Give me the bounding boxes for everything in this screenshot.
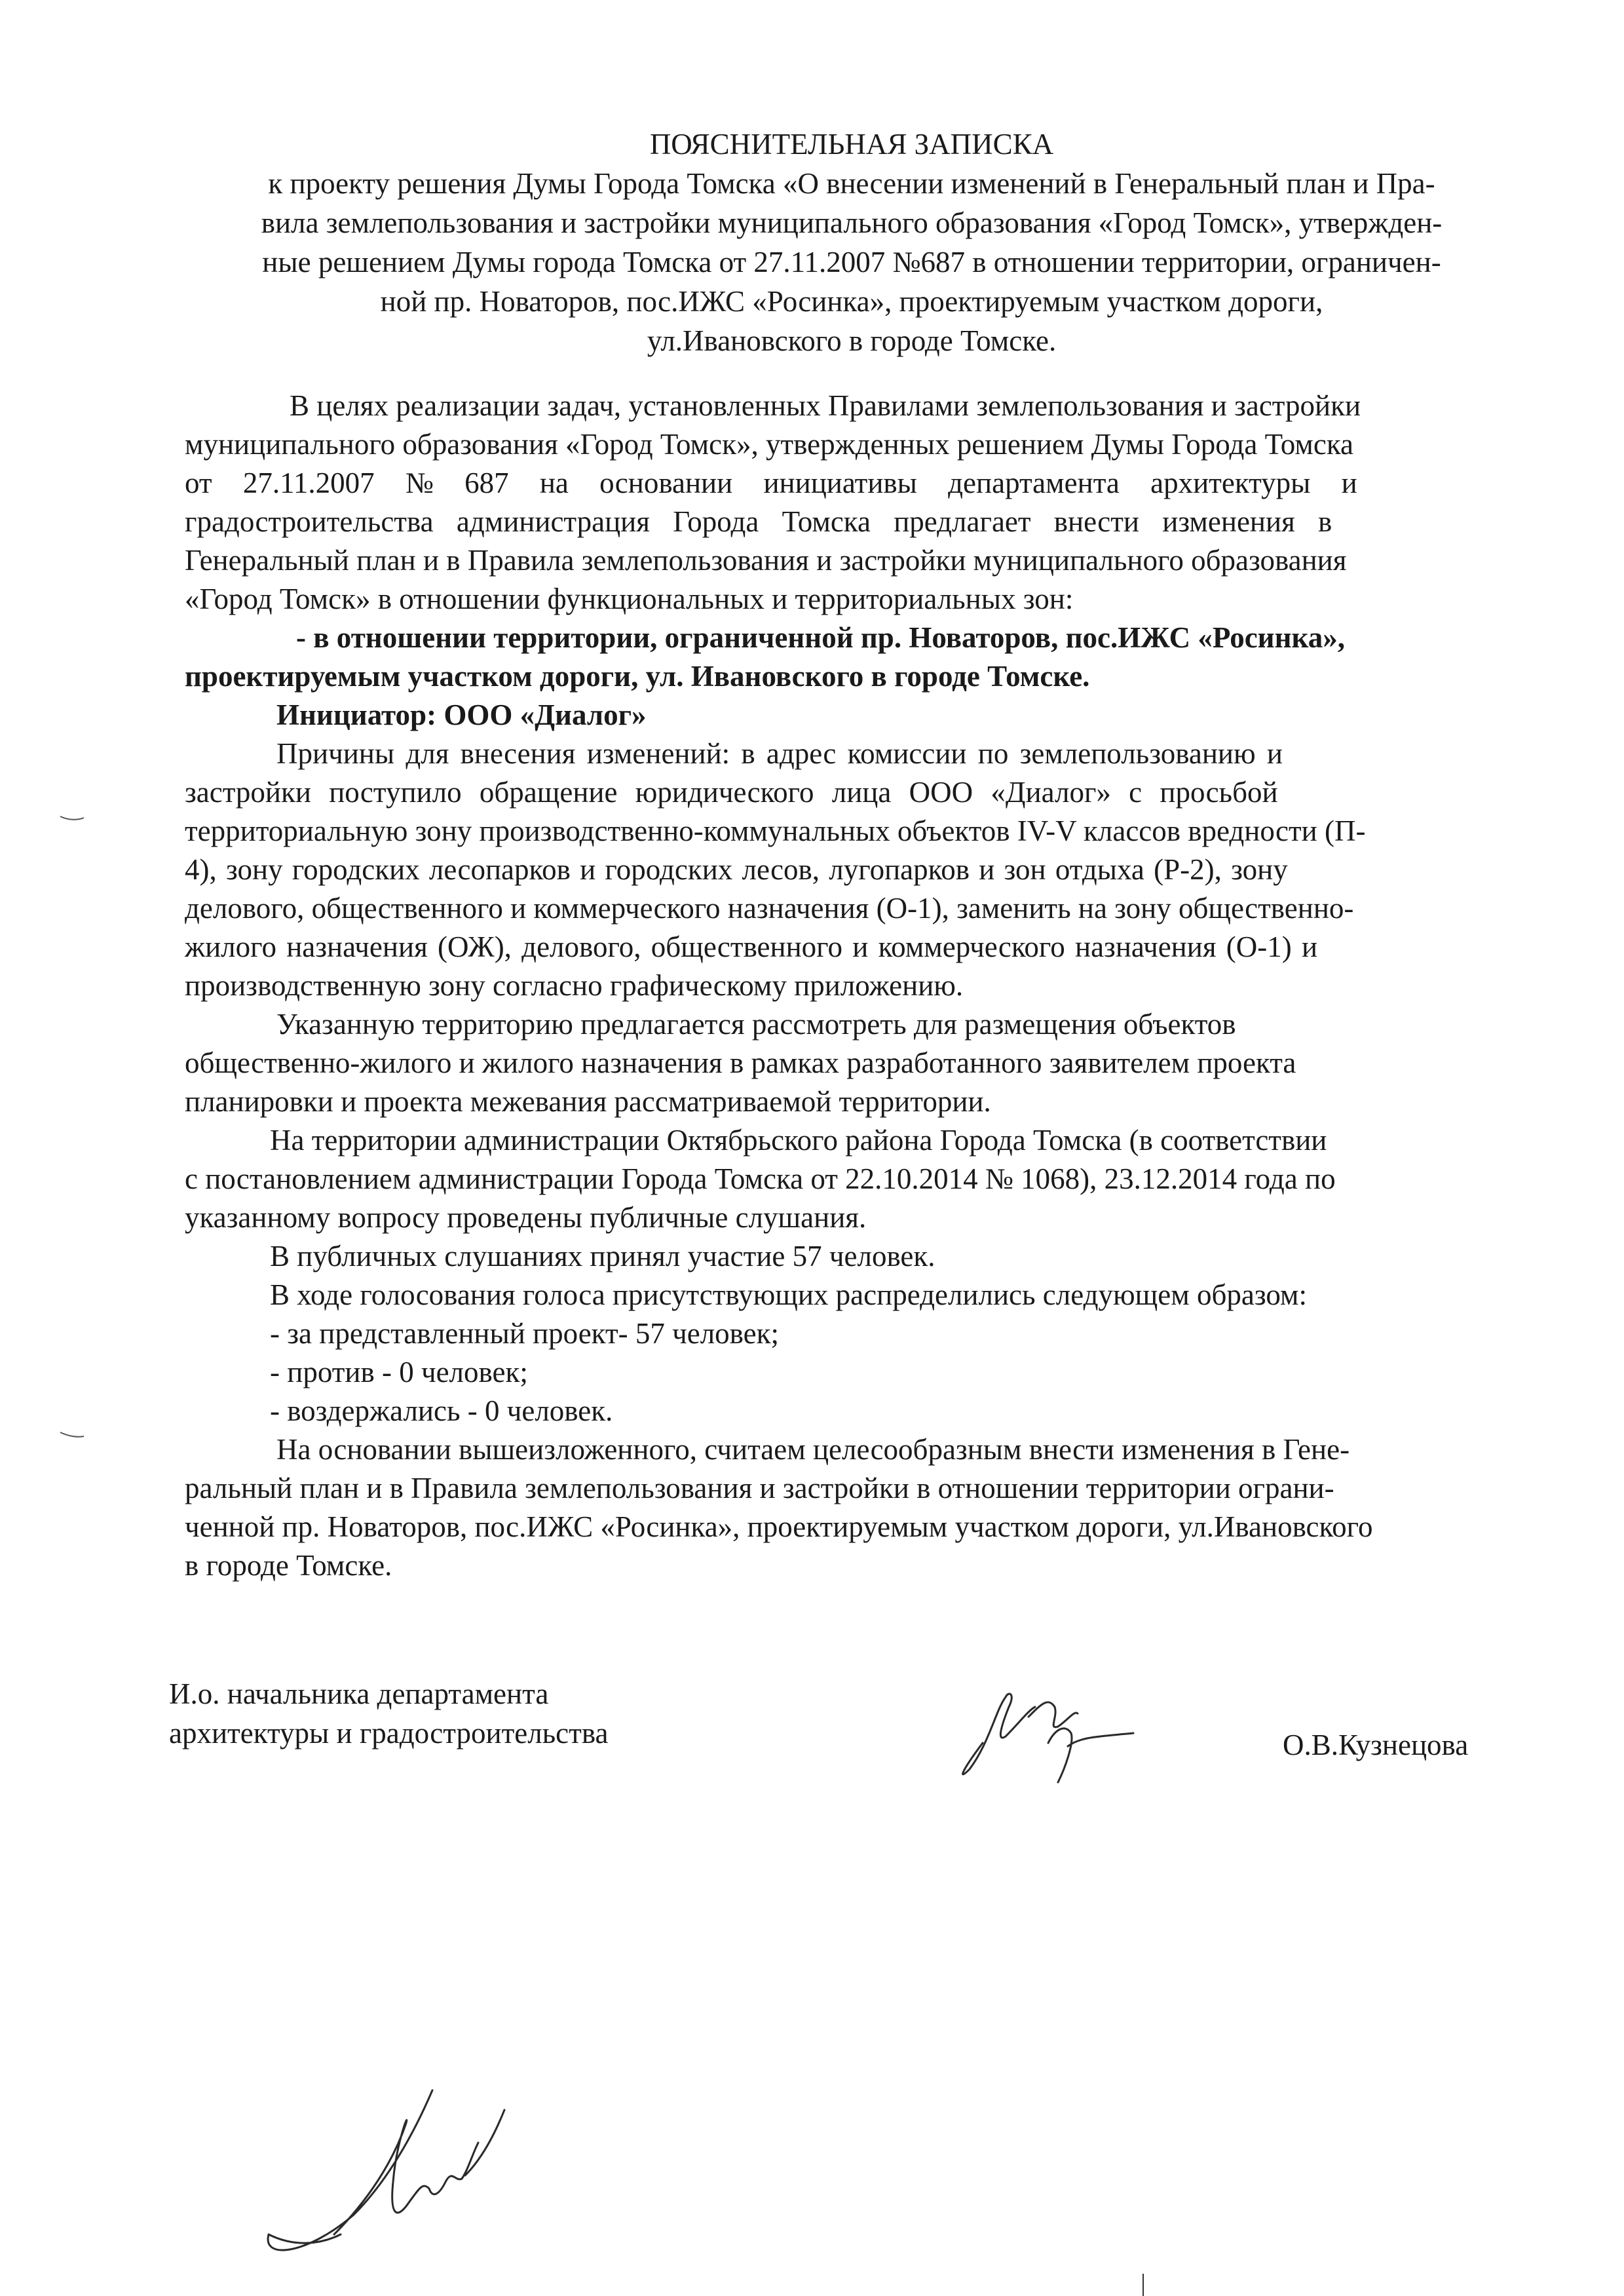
subtitle-line: ные решением Думы города Томска от 27.11.2007 №687 в отношении территории, ограничен- xyxy=(262,246,1441,278)
reasons-line: жилого назначения (ОЖ), делового, общественного и коммерческого назначения (О-1) и xyxy=(185,930,1318,963)
handwritten-signature-icon xyxy=(255,2084,531,2267)
intro-line: от 27.11.2007 № 687 на основании инициативы департамента архитектуры и xyxy=(185,467,1357,499)
vote-for-line: - за представленный проект- 57 человек; xyxy=(270,1317,779,1350)
hearings-line: с постановлением администрации Города Томска от 22.10.2014 № 1068), 23.12.2014 года по xyxy=(185,1162,1336,1195)
reasons-line: территориальную зону производственно-коммунальных объектов IV-V классов вредности (П- xyxy=(185,814,1366,847)
subtitle-line: ной пр. Новаторов, пос.ИЖС «Росинка», проектируемым участком дороги, xyxy=(380,285,1323,318)
conclusion-line: в городе Томске. xyxy=(185,1549,392,1582)
reasons-line: производственную зону согласно графическому приложению. xyxy=(185,969,964,1002)
conclusion-line: ченной пр. Новаторов, пос.ИЖС «Росинка», проектируемым участком дороги, ул.Ивановского xyxy=(185,1510,1373,1543)
intro-line: градостроительства администрация Города Томска предлагает внести изменения в xyxy=(185,505,1332,538)
document-title: ПОЯСНИТЕЛЬНАЯ ЗАПИСКА xyxy=(649,128,1054,161)
conclusion-line: На основании вышеизложенного, считаем целесообразным внести изменения в Гене- xyxy=(276,1433,1350,1466)
margin-mark-icon xyxy=(59,1428,85,1442)
signer-role-line: И.о. начальника департамента xyxy=(169,1677,549,1710)
intro-line: Генеральный план и в Правила землепользования и застройки муниципального образования xyxy=(185,544,1347,577)
reasons-line: 4), зону городских лесопарков и городских лесов, лугопарков и зон отдыха (Р-2), зону xyxy=(185,853,1288,886)
margin-mark-icon xyxy=(59,811,85,824)
territory-line: Указанную территорию предлагается рассмотреть для размещения объектов xyxy=(276,1008,1236,1041)
intro-line: муниципального образования «Город Томск», утвержденных решением Думы Города Томска xyxy=(185,428,1353,461)
territory-line: планировки и проекта межевания рассматриваемой территории. xyxy=(185,1085,991,1118)
intro-line: В целях реализации задач, установленных Правилами землепользования и застройки xyxy=(290,389,1361,422)
vote-against-line: - против - 0 человек; xyxy=(270,1356,528,1388)
reasons-line: делового, общественного и коммерческого назначения (О-1), заменить на зону общественно- xyxy=(185,892,1354,925)
handwritten-signature-icon xyxy=(943,1671,1140,1789)
hearings-line: указанному вопросу проведены публичные слушания. xyxy=(185,1201,867,1234)
title-block xyxy=(183,124,1520,360)
territory-line: общественно-жилого и жилого назначения в рамках разработанного заявителем проекта xyxy=(185,1046,1296,1079)
bold-territory-line: проектируемым участком дороги, ул. Ивановского в городе Томске. xyxy=(185,660,1090,693)
initiator-line: Инициатор: ООО «Диалог» xyxy=(276,698,647,731)
signer-role-line: архитектуры и градостроительства xyxy=(169,1717,609,1750)
reasons-line: застройки поступило обращение юридического лица ООО «Диалог» с просьбой xyxy=(185,776,1278,809)
participants-line: В публичных слушаниях принял участие 57 человек. xyxy=(270,1240,935,1272)
subtitle-line: вила землепользования и застройки муниципального образования «Город Томск», утвержден- xyxy=(261,206,1443,239)
signer-name: О.В.Кузнецова xyxy=(1283,1729,1469,1761)
reasons-line: Причины для внесения изменений: в адрес комиссии по землепользованию и xyxy=(276,737,1283,770)
subtitle-line: ул.Ивановского в городе Томске. xyxy=(647,324,1057,357)
conclusion-line: ральный план и в Правила землепользования и застройки в отношении территории ограни- xyxy=(185,1472,1334,1504)
intro-line: «Город Томск» в отношении функциональных и территориальных зон: xyxy=(185,583,1074,615)
subtitle-line: к проекту решения Думы Города Томска «О внесении изменений в Генеральный план и Пра- xyxy=(268,167,1435,200)
signature-block xyxy=(169,1674,1505,1761)
vote-abstain-line: - воздержались - 0 человек. xyxy=(270,1394,613,1427)
margin-mark-icon xyxy=(1140,2274,1146,2296)
body-text xyxy=(185,387,1521,1585)
voting-intro-line: В ходе голосования голоса присутствующих распределились следующем образом: xyxy=(270,1278,1307,1311)
hearings-line: На территории администрации Октябрьского района Города Томска (в соответствии xyxy=(270,1124,1327,1157)
bold-territory-line: - в отношении территории, ограниченной пр. Новаторов, пос.ИЖС «Росинка», xyxy=(296,621,1346,654)
